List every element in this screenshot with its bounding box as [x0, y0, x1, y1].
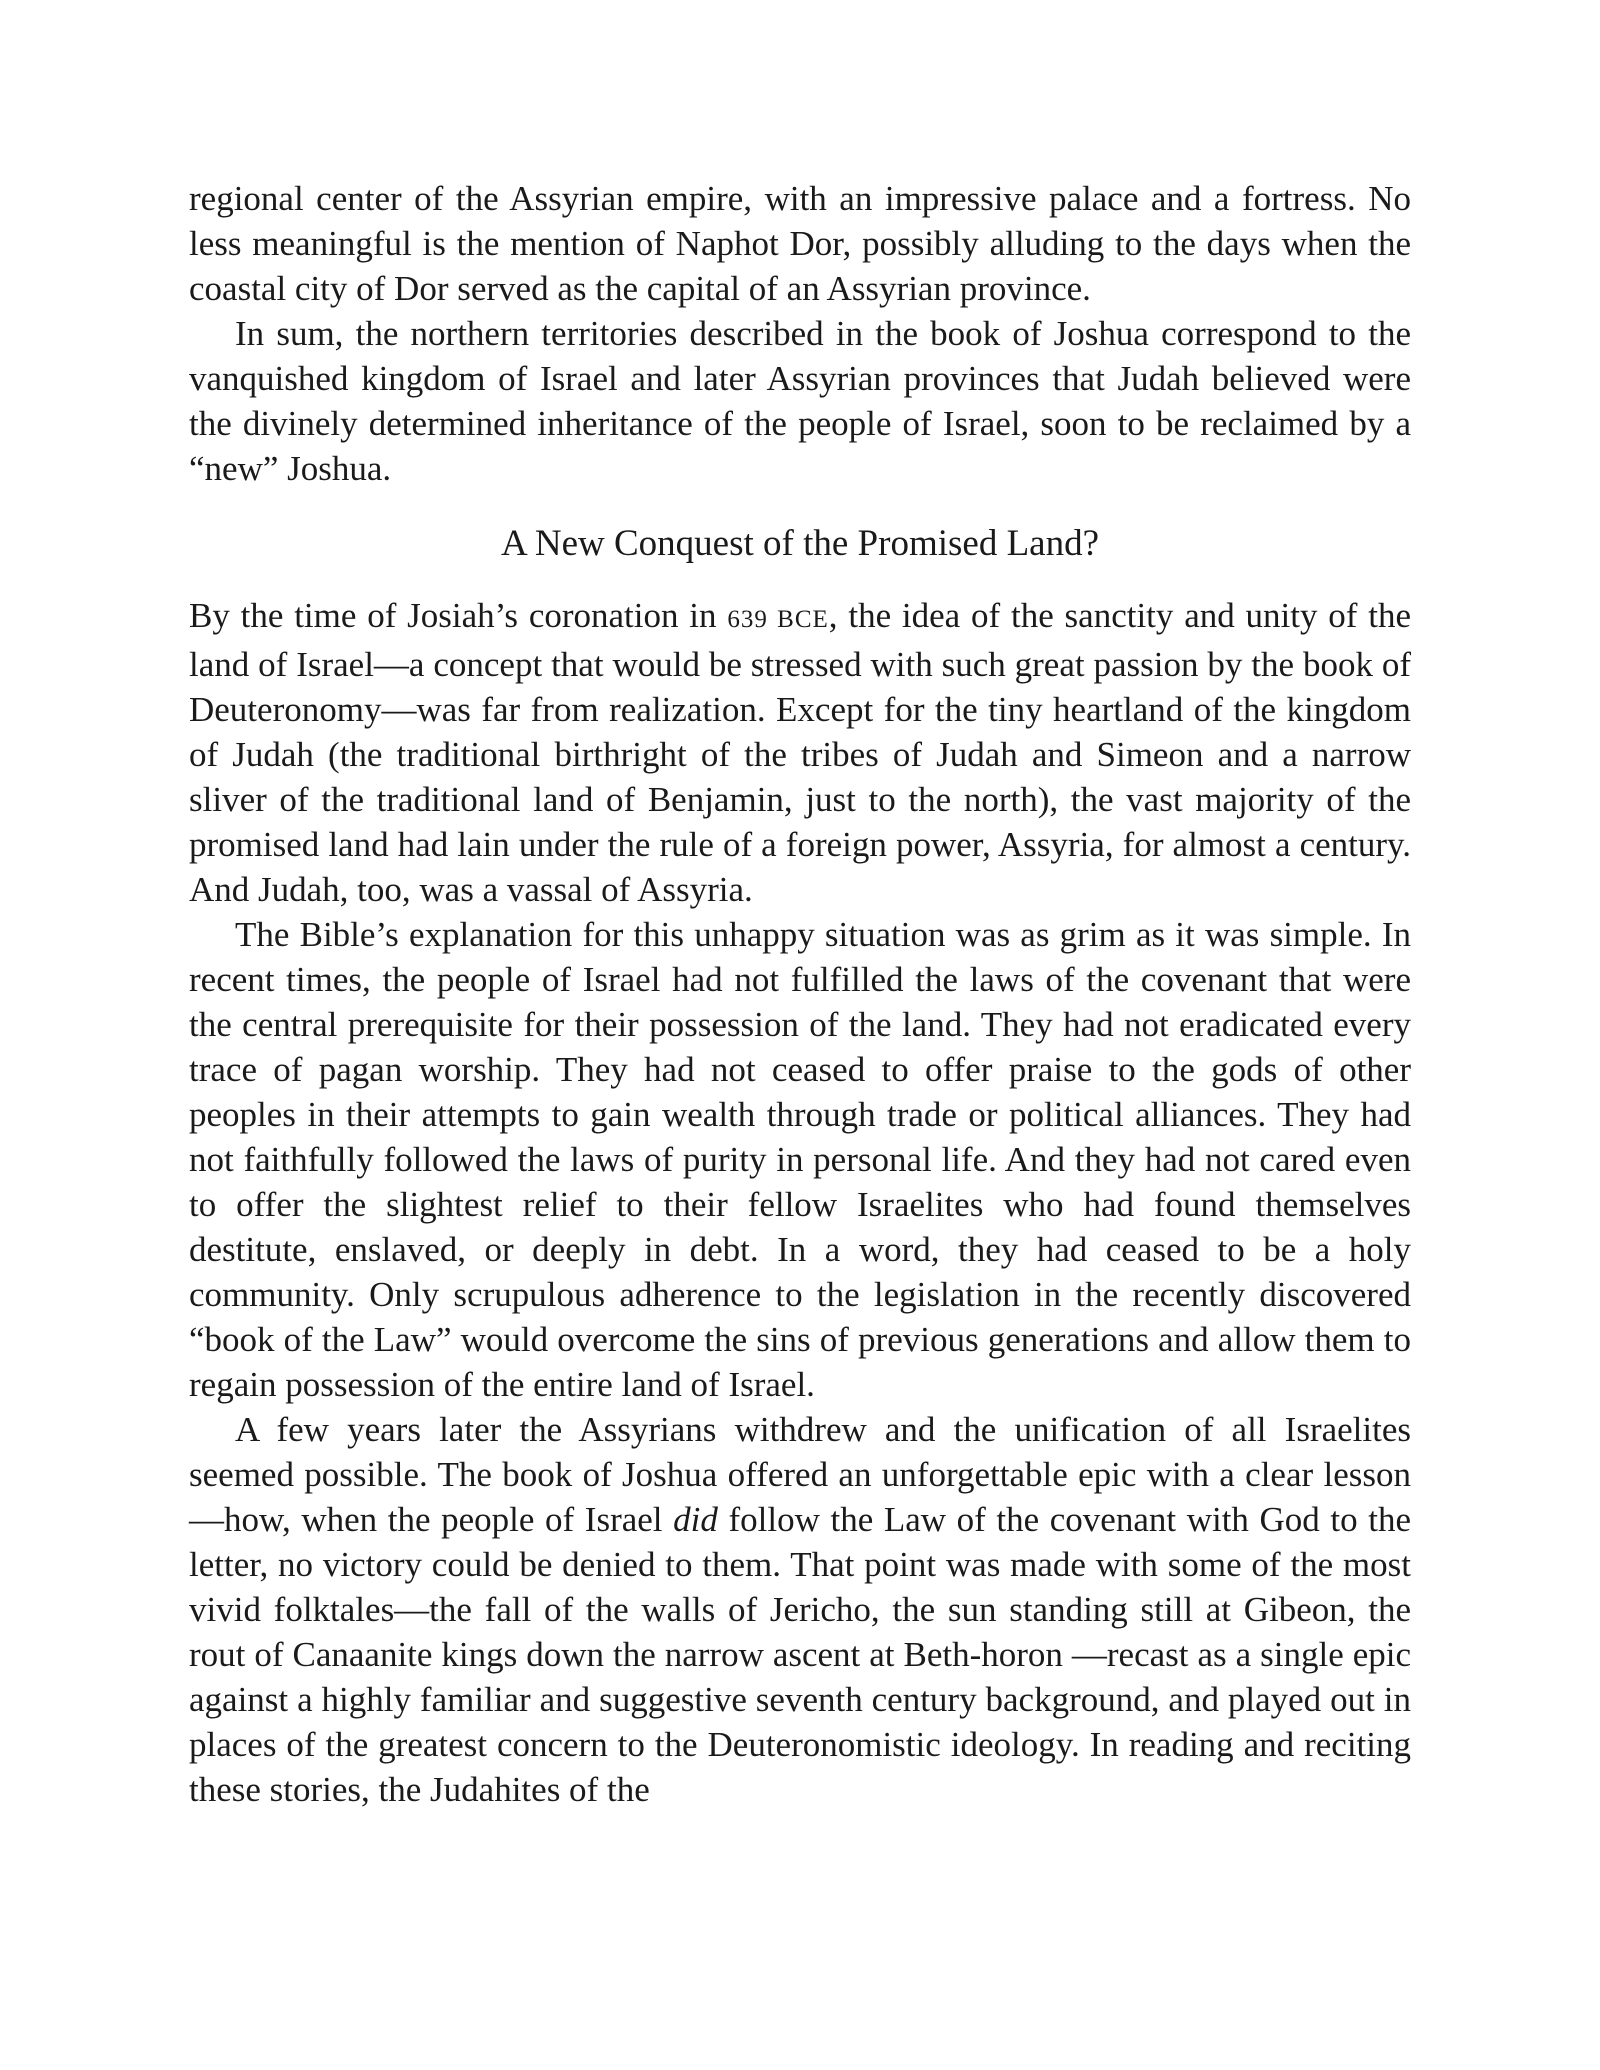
book-page — [189, 176, 1411, 1812]
paragraph-3-text-b: , the idea of the sanctity and unity of the land of Israel—a concept that would be stressed with such great passion by the book of Deuteronomy—was far from realization. Except for the tiny heartland of the kingdom of Judah (the traditional birthright of the tribes of Judah and Simeon and a narrow sliver of the traditional land of Benjamin, just to the north), the vast majority of the promised land had lain under the rule of a foreign power, Assyria, for almost a century. And Judah, too, was a vassal of Assyria. — [189, 596, 1412, 909]
paragraph-2: In sum, the northern territories described in the book of Joshua correspond to the vanquished kingdom of Israel and later Assyrian provinces that Judah believed were the divinely determined inheritance of the people of Israel, soon to be reclaimed by a “new” Joshua. — [189, 314, 1411, 488]
emphasis-did: did — [673, 1500, 718, 1539]
paragraph-3-text-a: By the time of Josiah’s coronation in — [189, 596, 717, 635]
paragraph-3 — [189, 593, 1411, 912]
section-heading: A New Conquest of the Promised Land? — [500, 523, 1100, 564]
paragraph-4: The Bible’s explanation for this unhappy situation was as grim as it was simple. In recent times, the people of Israel had not fulfilled the laws of the covenant that were the central prerequisite for their possession of the land. They had not eradicated every trace of pagan worship. They had not ceased to offer praise to the gods of other peoples in their attempts to gain wealth through trade or political alliances. They had not faithfully followed the laws of purity in personal life. And they had not cared even to offer the slightest relief to their fellow Israelites who had found themselves destitute, enslaved, or deeply in debt. In a word, they had ceased to be a holy community. Only scrupulous adherence to the legislation in the recently discovered “book of the Law” would overcome the sins of previous generations and allow them to regain possession of the entire land of Israel. — [189, 915, 1411, 1404]
paragraph-1: regional center of the Assyrian empire, with an impressive palace and a fortress. No less meaningful is the mention of Naphot Dor, possibly alluding to the days when the coastal city of Dor served as the capital of an Assyrian province. — [189, 179, 1411, 308]
date-smallcaps: 639 BCE — [727, 606, 829, 633]
paragraph-5 — [189, 1407, 1411, 1812]
paragraph-5-text-a: A few years later the Assyrians withdrew and the unification of all Israelites seemed possible. The book of Joshua offered an unforgettable epic with a clear lesson—how, when the people of Israel — [189, 1410, 1411, 1539]
paragraph-5-text-b: follow the Law of the covenant with God to the letter, no victory could be denied to them. That point was made with some of the most vivid folktales—the fall of the walls of Jericho, the sun standing still at Gibeon, the rout of Canaanite kings down the narrow ascent at Beth-horon —recast as a single epic against a highly familiar and suggestive seventh century background, and played out in places of the greatest concern to the Deuteronomistic ideology. In reading and reciting these stories, the Judahites of the — [189, 1500, 1411, 1809]
